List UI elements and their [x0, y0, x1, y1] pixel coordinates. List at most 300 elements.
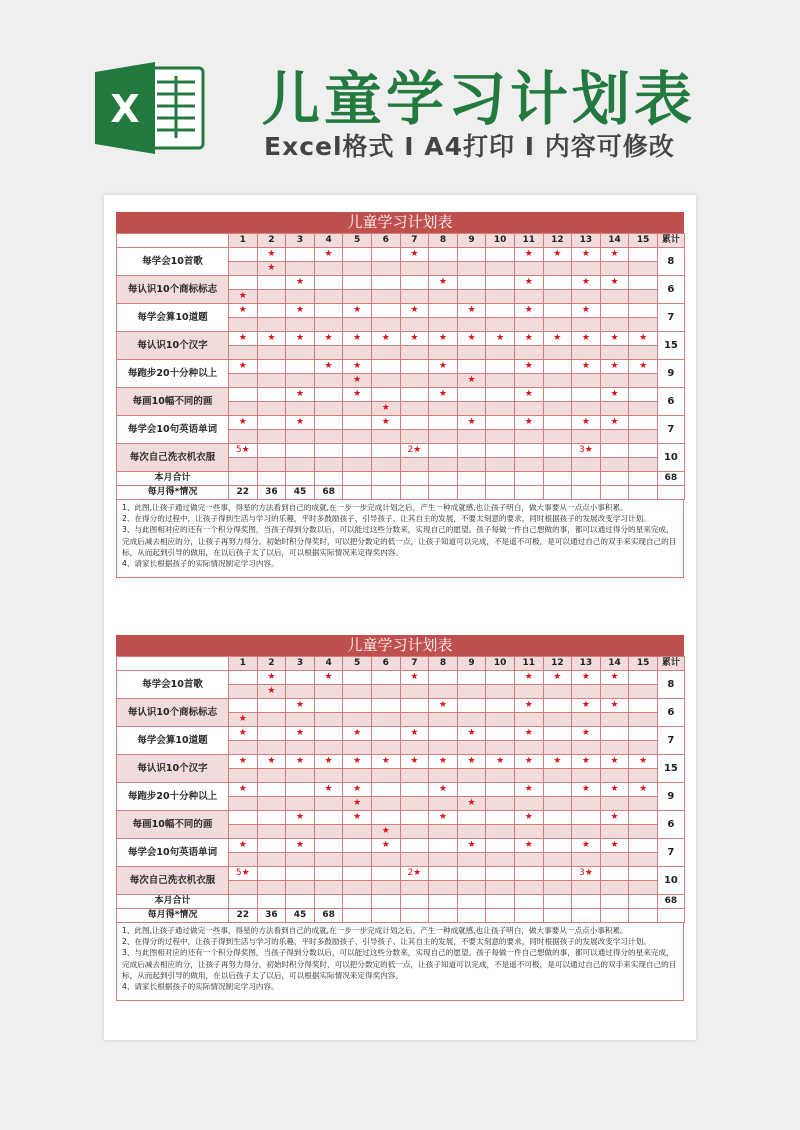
star-cell[interactable] — [429, 853, 458, 867]
star-cell[interactable] — [429, 769, 458, 783]
star-cell[interactable] — [400, 783, 429, 797]
star-cell[interactable] — [600, 853, 629, 867]
star-cell[interactable] — [429, 346, 458, 360]
star-cell[interactable] — [629, 262, 658, 276]
star-cell[interactable] — [371, 374, 400, 388]
star-cell[interactable] — [371, 458, 400, 472]
star-cell[interactable] — [572, 713, 601, 727]
star-cell[interactable] — [229, 881, 258, 895]
star-cell[interactable] — [286, 262, 315, 276]
star-cell[interactable]: ★ — [400, 671, 429, 685]
star-cell[interactable] — [371, 444, 400, 458]
star-cell[interactable] — [229, 402, 258, 416]
star-cell[interactable]: ★ — [514, 360, 543, 374]
star-cell[interactable] — [572, 769, 601, 783]
star-cell[interactable] — [543, 797, 572, 811]
star-cell[interactable] — [229, 262, 258, 276]
star-cell[interactable]: ★ — [257, 248, 286, 262]
star-cell[interactable] — [572, 402, 601, 416]
star-cell[interactable] — [543, 769, 572, 783]
star-cell[interactable]: ★ — [286, 416, 315, 430]
star-cell[interactable] — [286, 444, 315, 458]
star-cell[interactable] — [343, 276, 372, 290]
star-cell[interactable] — [629, 304, 658, 318]
star-cell[interactable] — [543, 867, 572, 881]
star-cell[interactable]: 5★ — [229, 444, 258, 458]
star-cell[interactable] — [457, 867, 486, 881]
star-cell[interactable] — [286, 360, 315, 374]
star-cell[interactable] — [314, 304, 343, 318]
star-cell[interactable] — [457, 444, 486, 458]
star-cell[interactable] — [371, 262, 400, 276]
star-cell[interactable]: ★ — [429, 332, 458, 346]
star-cell[interactable] — [257, 853, 286, 867]
star-cell[interactable]: ★ — [343, 374, 372, 388]
star-cell[interactable] — [400, 402, 429, 416]
star-cell[interactable]: ★ — [600, 783, 629, 797]
star-cell[interactable] — [343, 699, 372, 713]
star-cell[interactable] — [229, 430, 258, 444]
star-cell[interactable] — [514, 262, 543, 276]
star-cell[interactable] — [629, 769, 658, 783]
star-cell[interactable] — [286, 671, 315, 685]
star-cell[interactable] — [314, 685, 343, 699]
star-cell[interactable] — [543, 811, 572, 825]
star-cell[interactable] — [429, 839, 458, 853]
star-cell[interactable] — [314, 881, 343, 895]
star-cell[interactable] — [343, 825, 372, 839]
star-cell[interactable] — [400, 388, 429, 402]
star-cell[interactable]: ★ — [229, 713, 258, 727]
star-cell[interactable] — [543, 402, 572, 416]
star-cell[interactable] — [314, 825, 343, 839]
star-cell[interactable] — [343, 458, 372, 472]
star-cell[interactable] — [486, 416, 515, 430]
star-cell[interactable] — [629, 825, 658, 839]
star-cell[interactable] — [343, 248, 372, 262]
star-cell[interactable] — [572, 346, 601, 360]
star-cell[interactable]: ★ — [257, 262, 286, 276]
star-cell[interactable] — [543, 783, 572, 797]
star-cell[interactable]: ★ — [486, 332, 515, 346]
star-cell[interactable] — [629, 811, 658, 825]
star-cell[interactable] — [600, 318, 629, 332]
star-cell[interactable]: ★ — [314, 671, 343, 685]
star-cell[interactable] — [343, 444, 372, 458]
star-cell[interactable] — [457, 360, 486, 374]
star-cell[interactable]: ★ — [229, 332, 258, 346]
star-cell[interactable]: ★ — [514, 699, 543, 713]
star-cell[interactable] — [486, 262, 515, 276]
star-cell[interactable]: ★ — [429, 699, 458, 713]
star-cell[interactable] — [429, 318, 458, 332]
star-cell[interactable]: ★ — [629, 783, 658, 797]
star-cell[interactable] — [543, 360, 572, 374]
star-cell[interactable] — [486, 783, 515, 797]
star-cell[interactable] — [486, 360, 515, 374]
star-cell[interactable] — [343, 416, 372, 430]
star-cell[interactable] — [314, 276, 343, 290]
star-cell[interactable] — [400, 853, 429, 867]
star-cell[interactable] — [343, 853, 372, 867]
star-cell[interactable] — [371, 783, 400, 797]
star-cell[interactable] — [257, 839, 286, 853]
star-cell[interactable] — [514, 713, 543, 727]
star-cell[interactable]: ★ — [543, 755, 572, 769]
star-cell[interactable] — [600, 262, 629, 276]
star-cell[interactable]: ★ — [457, 416, 486, 430]
star-cell[interactable] — [457, 783, 486, 797]
star-cell[interactable] — [257, 727, 286, 741]
star-cell[interactable]: ★ — [286, 811, 315, 825]
star-cell[interactable] — [486, 374, 515, 388]
star-cell[interactable] — [286, 797, 315, 811]
star-cell[interactable] — [514, 881, 543, 895]
star-cell[interactable]: ★ — [286, 699, 315, 713]
star-cell[interactable] — [514, 290, 543, 304]
star-cell[interactable] — [429, 262, 458, 276]
star-cell[interactable] — [600, 304, 629, 318]
star-cell[interactable] — [400, 797, 429, 811]
star-cell[interactable] — [457, 248, 486, 262]
star-cell[interactable] — [314, 741, 343, 755]
star-cell[interactable] — [457, 769, 486, 783]
star-cell[interactable] — [457, 671, 486, 685]
star-cell[interactable] — [400, 262, 429, 276]
star-cell[interactable]: ★ — [314, 332, 343, 346]
star-cell[interactable] — [486, 713, 515, 727]
star-cell[interactable]: ★ — [514, 332, 543, 346]
star-cell[interactable] — [229, 458, 258, 472]
star-cell[interactable]: ★ — [286, 727, 315, 741]
star-cell[interactable]: ★ — [514, 811, 543, 825]
star-cell[interactable]: ★ — [400, 755, 429, 769]
star-cell[interactable] — [629, 797, 658, 811]
star-cell[interactable] — [400, 825, 429, 839]
star-cell[interactable] — [400, 318, 429, 332]
star-cell[interactable] — [314, 402, 343, 416]
star-cell[interactable] — [257, 825, 286, 839]
star-cell[interactable] — [400, 881, 429, 895]
star-cell[interactable]: ★ — [229, 839, 258, 853]
star-cell[interactable]: ★ — [229, 290, 258, 304]
star-cell[interactable]: ★ — [514, 276, 543, 290]
star-cell[interactable] — [629, 713, 658, 727]
star-cell[interactable]: ★ — [371, 332, 400, 346]
star-cell[interactable] — [600, 685, 629, 699]
star-cell[interactable] — [629, 727, 658, 741]
star-cell[interactable]: ★ — [600, 671, 629, 685]
star-cell[interactable]: ★ — [229, 727, 258, 741]
star-cell[interactable] — [486, 444, 515, 458]
star-cell[interactable] — [371, 304, 400, 318]
star-cell[interactable] — [429, 416, 458, 430]
star-cell[interactable]: ★ — [286, 304, 315, 318]
star-cell[interactable] — [371, 685, 400, 699]
star-cell[interactable]: ★ — [286, 839, 315, 853]
star-cell[interactable] — [629, 741, 658, 755]
star-cell[interactable] — [400, 839, 429, 853]
star-cell[interactable] — [486, 699, 515, 713]
star-cell[interactable] — [286, 867, 315, 881]
star-cell[interactable]: ★ — [286, 332, 315, 346]
star-cell[interactable] — [629, 839, 658, 853]
star-cell[interactable] — [429, 402, 458, 416]
star-cell[interactable] — [429, 290, 458, 304]
star-cell[interactable] — [257, 276, 286, 290]
star-cell[interactable] — [229, 769, 258, 783]
star-cell[interactable] — [486, 290, 515, 304]
star-cell[interactable] — [600, 867, 629, 881]
star-cell[interactable] — [343, 430, 372, 444]
star-cell[interactable] — [629, 853, 658, 867]
star-cell[interactable]: ★ — [543, 332, 572, 346]
star-cell[interactable] — [286, 402, 315, 416]
star-cell[interactable] — [457, 685, 486, 699]
star-cell[interactable] — [629, 867, 658, 881]
star-cell[interactable] — [457, 262, 486, 276]
star-cell[interactable] — [400, 290, 429, 304]
star-cell[interactable] — [543, 318, 572, 332]
star-cell[interactable] — [629, 388, 658, 402]
star-cell[interactable] — [343, 839, 372, 853]
star-cell[interactable] — [429, 430, 458, 444]
star-cell[interactable] — [572, 881, 601, 895]
star-cell[interactable]: ★ — [572, 360, 601, 374]
star-cell[interactable] — [371, 769, 400, 783]
star-cell[interactable]: ★ — [514, 248, 543, 262]
star-cell[interactable] — [486, 867, 515, 881]
star-cell[interactable] — [543, 699, 572, 713]
star-cell[interactable] — [314, 444, 343, 458]
star-cell[interactable] — [400, 685, 429, 699]
star-cell[interactable] — [457, 741, 486, 755]
star-cell[interactable] — [257, 867, 286, 881]
star-cell[interactable]: ★ — [257, 685, 286, 699]
star-cell[interactable] — [286, 825, 315, 839]
star-cell[interactable] — [371, 853, 400, 867]
star-cell[interactable] — [371, 811, 400, 825]
star-cell[interactable] — [257, 797, 286, 811]
star-cell[interactable] — [229, 811, 258, 825]
star-cell[interactable] — [572, 290, 601, 304]
star-cell[interactable] — [543, 853, 572, 867]
star-cell[interactable] — [229, 388, 258, 402]
star-cell[interactable] — [486, 402, 515, 416]
star-cell[interactable] — [514, 402, 543, 416]
star-cell[interactable]: ★ — [514, 304, 543, 318]
star-cell[interactable] — [286, 248, 315, 262]
star-cell[interactable] — [371, 430, 400, 444]
star-cell[interactable] — [514, 797, 543, 811]
star-cell[interactable]: ★ — [629, 360, 658, 374]
star-cell[interactable]: ★ — [572, 671, 601, 685]
star-cell[interactable] — [486, 346, 515, 360]
star-cell[interactable] — [257, 360, 286, 374]
star-cell[interactable]: ★ — [572, 304, 601, 318]
star-cell[interactable]: ★ — [572, 839, 601, 853]
star-cell[interactable] — [572, 797, 601, 811]
star-cell[interactable] — [343, 346, 372, 360]
star-cell[interactable]: ★ — [572, 783, 601, 797]
star-cell[interactable] — [572, 811, 601, 825]
star-cell[interactable] — [429, 881, 458, 895]
star-cell[interactable]: ★ — [457, 839, 486, 853]
star-cell[interactable]: ★ — [314, 248, 343, 262]
star-cell[interactable] — [257, 811, 286, 825]
star-cell[interactable] — [457, 388, 486, 402]
star-cell[interactable] — [486, 388, 515, 402]
star-cell[interactable] — [543, 276, 572, 290]
star-cell[interactable] — [314, 699, 343, 713]
star-cell[interactable] — [629, 416, 658, 430]
star-cell[interactable]: ★ — [371, 755, 400, 769]
star-cell[interactable] — [257, 783, 286, 797]
star-cell[interactable] — [343, 290, 372, 304]
star-cell[interactable] — [629, 458, 658, 472]
star-cell[interactable] — [514, 444, 543, 458]
star-cell[interactable] — [343, 741, 372, 755]
star-cell[interactable] — [543, 304, 572, 318]
star-cell[interactable]: ★ — [371, 416, 400, 430]
star-cell[interactable]: ★ — [286, 276, 315, 290]
star-cell[interactable] — [257, 741, 286, 755]
star-cell[interactable] — [543, 416, 572, 430]
star-cell[interactable] — [629, 881, 658, 895]
star-cell[interactable] — [514, 346, 543, 360]
star-cell[interactable]: ★ — [229, 755, 258, 769]
star-cell[interactable]: 3★ — [572, 444, 601, 458]
star-cell[interactable] — [257, 769, 286, 783]
star-cell[interactable] — [400, 741, 429, 755]
star-cell[interactable] — [572, 685, 601, 699]
star-cell[interactable]: 3★ — [572, 867, 601, 881]
star-cell[interactable] — [429, 458, 458, 472]
star-cell[interactable] — [257, 346, 286, 360]
star-cell[interactable] — [371, 318, 400, 332]
star-cell[interactable]: 5★ — [229, 867, 258, 881]
star-cell[interactable]: ★ — [343, 811, 372, 825]
star-cell[interactable]: ★ — [457, 332, 486, 346]
star-cell[interactable] — [572, 825, 601, 839]
star-cell[interactable] — [543, 388, 572, 402]
star-cell[interactable]: ★ — [343, 304, 372, 318]
star-cell[interactable] — [314, 867, 343, 881]
star-cell[interactable] — [486, 430, 515, 444]
star-cell[interactable] — [514, 458, 543, 472]
star-cell[interactable] — [343, 671, 372, 685]
star-cell[interactable] — [629, 374, 658, 388]
star-cell[interactable]: ★ — [600, 839, 629, 853]
star-cell[interactable] — [257, 881, 286, 895]
star-cell[interactable] — [343, 685, 372, 699]
star-cell[interactable] — [486, 318, 515, 332]
star-cell[interactable] — [543, 881, 572, 895]
star-cell[interactable] — [257, 444, 286, 458]
star-cell[interactable]: ★ — [400, 248, 429, 262]
star-cell[interactable] — [600, 458, 629, 472]
star-cell[interactable] — [371, 881, 400, 895]
star-cell[interactable]: ★ — [314, 755, 343, 769]
star-cell[interactable]: ★ — [229, 416, 258, 430]
star-cell[interactable] — [629, 444, 658, 458]
star-cell[interactable] — [543, 290, 572, 304]
star-cell[interactable] — [343, 318, 372, 332]
star-cell[interactable] — [229, 853, 258, 867]
star-cell[interactable]: ★ — [572, 248, 601, 262]
star-cell[interactable]: ★ — [486, 755, 515, 769]
star-cell[interactable] — [314, 318, 343, 332]
star-cell[interactable] — [371, 360, 400, 374]
star-cell[interactable] — [572, 741, 601, 755]
star-cell[interactable] — [400, 458, 429, 472]
star-cell[interactable] — [371, 346, 400, 360]
star-cell[interactable] — [486, 671, 515, 685]
star-cell[interactable]: ★ — [371, 839, 400, 853]
star-cell[interactable]: ★ — [514, 755, 543, 769]
star-cell[interactable] — [286, 458, 315, 472]
star-cell[interactable]: ★ — [600, 416, 629, 430]
star-cell[interactable] — [514, 867, 543, 881]
star-cell[interactable] — [229, 374, 258, 388]
star-cell[interactable] — [486, 853, 515, 867]
star-cell[interactable]: ★ — [600, 755, 629, 769]
star-cell[interactable]: ★ — [429, 811, 458, 825]
star-cell[interactable]: 2★ — [400, 444, 429, 458]
star-cell[interactable]: ★ — [371, 402, 400, 416]
star-cell[interactable] — [600, 374, 629, 388]
star-cell[interactable] — [600, 769, 629, 783]
star-cell[interactable]: ★ — [257, 332, 286, 346]
star-cell[interactable]: ★ — [514, 783, 543, 797]
star-cell[interactable] — [543, 444, 572, 458]
star-cell[interactable]: ★ — [514, 416, 543, 430]
star-cell[interactable]: ★ — [572, 416, 601, 430]
star-cell[interactable] — [400, 430, 429, 444]
star-cell[interactable] — [457, 881, 486, 895]
star-cell[interactable] — [543, 346, 572, 360]
star-cell[interactable] — [400, 699, 429, 713]
star-cell[interactable]: ★ — [600, 699, 629, 713]
star-cell[interactable] — [371, 290, 400, 304]
star-cell[interactable] — [486, 276, 515, 290]
star-cell[interactable] — [486, 811, 515, 825]
star-cell[interactable] — [629, 699, 658, 713]
star-cell[interactable]: ★ — [572, 332, 601, 346]
star-cell[interactable] — [543, 430, 572, 444]
star-cell[interactable] — [600, 727, 629, 741]
star-cell[interactable]: ★ — [572, 276, 601, 290]
star-cell[interactable] — [629, 671, 658, 685]
star-cell[interactable] — [486, 839, 515, 853]
star-cell[interactable] — [543, 741, 572, 755]
star-cell[interactable] — [286, 290, 315, 304]
star-cell[interactable] — [400, 374, 429, 388]
star-cell[interactable] — [314, 346, 343, 360]
star-cell[interactable]: ★ — [229, 360, 258, 374]
star-cell[interactable] — [314, 416, 343, 430]
star-cell[interactable] — [514, 318, 543, 332]
star-cell[interactable] — [543, 839, 572, 853]
star-cell[interactable] — [486, 727, 515, 741]
star-cell[interactable] — [229, 685, 258, 699]
star-cell[interactable]: ★ — [457, 755, 486, 769]
star-cell[interactable] — [543, 374, 572, 388]
star-cell[interactable]: ★ — [600, 248, 629, 262]
star-cell[interactable] — [457, 402, 486, 416]
star-cell[interactable] — [286, 318, 315, 332]
star-cell[interactable] — [629, 276, 658, 290]
